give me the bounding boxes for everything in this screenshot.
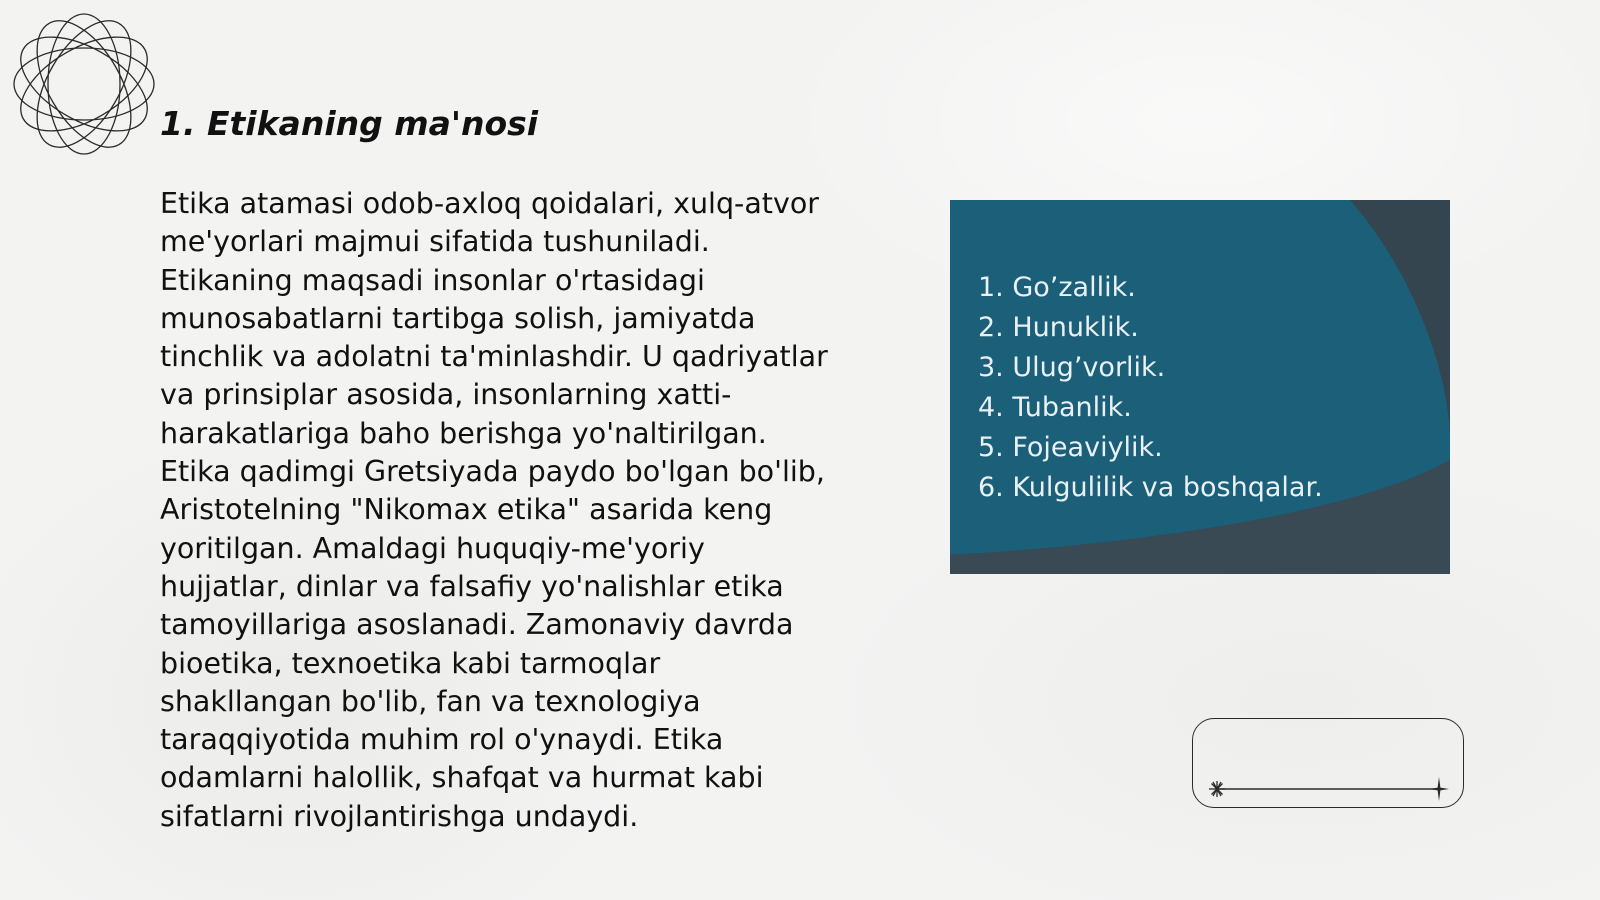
list-item: 2. Hunuklik. (978, 312, 1139, 343)
geometric-circles-icon (10, 10, 158, 158)
list-image (950, 200, 1450, 574)
list-item: 1. Go’zallik. (978, 272, 1136, 303)
list-item: 3. Ulug’vorlik. (978, 352, 1166, 383)
list-item: 4. Tubanlik. (978, 392, 1132, 423)
slide-title: 1. Etikaning ma'nosi (160, 104, 539, 143)
list-item: 6. Kulgulilik va boshqalar. (978, 472, 1323, 503)
starburst-icon (1209, 781, 1225, 797)
image-list (978, 268, 1323, 508)
decorative-frame (1192, 718, 1464, 808)
list-item: 5. Fojeaviylik. (978, 432, 1163, 463)
sparkle-icon (1429, 777, 1449, 801)
body-paragraph: Etika atamasi odob-axloq qoidalari, xulq-atvor me'yorlari majmui sifatida tushuniladi. Etikaning maqsadi insonlar o'rtasidagi munosabatlarni tartibga solish, jamiyatda tinchlik va adolatni ta'minlashdir. U qadriyatlar va prinsiplar asosida, insonlarning xatti-harakatlariga baho berishga yo'naltirilgan. Etika qadimgi Gretsiyada paydo bo'lgan bo'lib, Aristotelning "Nikomax etika" asarida keng yoritilgan. Amaldagi huquqiy-me'yoriy hujjatlar, dinlar va falsafiy yo'nalishlar etika tamoyillariga asoslanadi. Zamonaviy davrda bioetika, texnoetika kabi tarmoqlar shakllangan bo'lib, fan va texnologiya taraqqiyotida muhim rol o'ynaydi. Etika odamlarni halollik, shafqat va hurmat kabi sifatlarni rivojlantirishga undaydi. (160, 187, 828, 833)
decorative-line (1193, 719, 1465, 809)
